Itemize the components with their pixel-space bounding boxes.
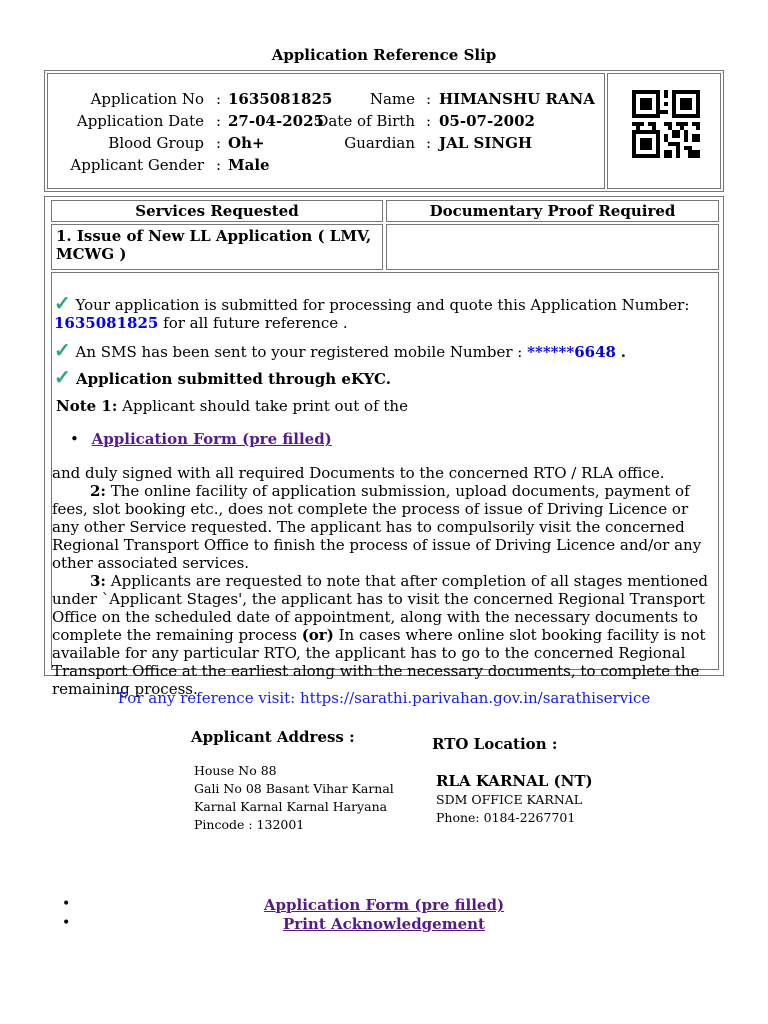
note-text: and duly signed with all required Documents to the concerned RTO / RLA office.	[52, 464, 665, 482]
app-date-value: 27-04-2025	[228, 112, 324, 130]
gender-label: Applicant Gender	[70, 156, 204, 174]
check-icon: ✓	[54, 291, 71, 315]
colon: :	[216, 134, 222, 152]
documentary-proof-cell	[386, 224, 719, 270]
dob-label: Date of Birth	[316, 112, 415, 130]
applicant-details-table	[44, 70, 724, 192]
services-requested-header: Services Requested	[51, 200, 383, 222]
message-text: Your application is submitted for processing and quote this Application Number:	[75, 296, 690, 314]
guardian-value: JAL SINGH	[439, 134, 533, 152]
blood-group-label: Blood Group	[108, 134, 204, 152]
dob-value: 05-07-2002	[439, 112, 535, 130]
gender-value: Male	[228, 156, 270, 174]
qr-cell	[607, 73, 721, 189]
note-or: (or)	[301, 626, 334, 644]
guardian-label: Guardian	[344, 134, 415, 152]
colon: :	[426, 112, 432, 130]
note-text: Applicant should take print out of the	[122, 397, 408, 415]
blood-group-value: Oh+	[228, 134, 265, 152]
rto-details	[436, 791, 582, 827]
application-number: 1635081825	[54, 314, 159, 332]
applicant-address-heading: Applicant Address :	[191, 728, 355, 746]
bullet-icon: •	[62, 915, 71, 931]
message-text: .	[620, 343, 626, 361]
form-link-item	[70, 430, 734, 448]
colon: :	[426, 90, 432, 108]
message-text: An SMS has been sent to your registered mobile Number :	[75, 343, 523, 361]
note-text: In cases where online slot booking facility is not available for any particular RTO, the applicant has to go to the concerned Regional Transport Office at the earliest along with the necessary documents, to complete the remaining process.	[52, 626, 706, 698]
rto-phone: Phone: 0184-2267701	[436, 810, 576, 825]
note-label: 3:	[90, 572, 106, 590]
check-icon: ✓	[54, 338, 71, 362]
note-text: The online facility of application submission, upload documents, payment of fees, slot booking etc., does not complete the process of issue of Driving Licence or any other Service requested. The applicant has to compulsorily visit the concerned Regional Transport Office to finish the process of issue of Driving Licence and/or any other associated services.	[52, 482, 702, 572]
app-date-label: Application Date	[76, 112, 204, 130]
check-icon: ✓	[54, 365, 71, 389]
mobile-number: ******6648	[527, 343, 616, 361]
applicant-details-cell	[47, 73, 605, 189]
page-title: Application Reference Slip	[271, 46, 497, 64]
address-line: Gali No 08 Basant Vihar Karnal	[194, 781, 394, 796]
app-no-label: Application No	[90, 90, 204, 108]
application-form-link[interactable]: Application Form (pre filled)	[91, 430, 332, 448]
message-text: Application submitted through eKYC.	[76, 370, 391, 388]
print-acknowledgement-link[interactable]: Print Acknowledgement	[283, 915, 485, 933]
name-label: Name	[369, 90, 415, 108]
colon: :	[216, 156, 222, 174]
documentary-proof-header: Documentary Proof Required	[386, 200, 719, 222]
rto-office: SDM OFFICE KARNAL	[436, 792, 583, 807]
applicant-address	[194, 762, 394, 834]
service-item: 1. Issue of New LL Application ( LMV, MCWG )	[51, 224, 383, 270]
rto-name: RLA KARNAL (NT)	[436, 772, 593, 790]
note-text: Applicants are requested to note that after completion of all stages mentioned under `Applicant Stages', the applicant has to visit the concerned Regional Transport Office on the scheduled date of appointment, along with the necessary documents to complete the remaining process	[52, 572, 709, 644]
name-value: HIMANSHU RANA	[439, 90, 595, 108]
message-submitted	[54, 291, 718, 332]
colon: :	[426, 134, 432, 152]
bullet-icon: •	[62, 896, 71, 912]
address-line: Pincode : 132001	[194, 817, 305, 832]
bottom-link-item	[0, 915, 768, 933]
qr-code-icon	[632, 90, 700, 158]
note-1	[56, 397, 720, 415]
message-ekyc	[54, 365, 718, 389]
application-form-link[interactable]: Application Form (pre filled)	[263, 896, 505, 914]
colon: :	[216, 90, 222, 108]
rto-location-heading: RTO Location :	[432, 735, 558, 753]
notes-body	[52, 464, 716, 698]
address-line: House No 88	[194, 763, 277, 778]
message-sms	[54, 338, 718, 362]
address-line: Karnal Karnal Karnal Haryana	[194, 799, 388, 814]
app-no-value: 1635081825	[228, 90, 333, 108]
reference-text[interactable]: For any reference visit: https://sarathi.parivahan.gov.in/sarathiservice	[117, 689, 651, 707]
note-label: 2:	[90, 482, 106, 500]
colon: :	[216, 112, 222, 130]
message-text: for all future reference .	[163, 314, 348, 332]
note-label: Note 1:	[56, 397, 118, 415]
bullet-icon: •	[70, 430, 79, 448]
bottom-link-item	[0, 896, 768, 914]
